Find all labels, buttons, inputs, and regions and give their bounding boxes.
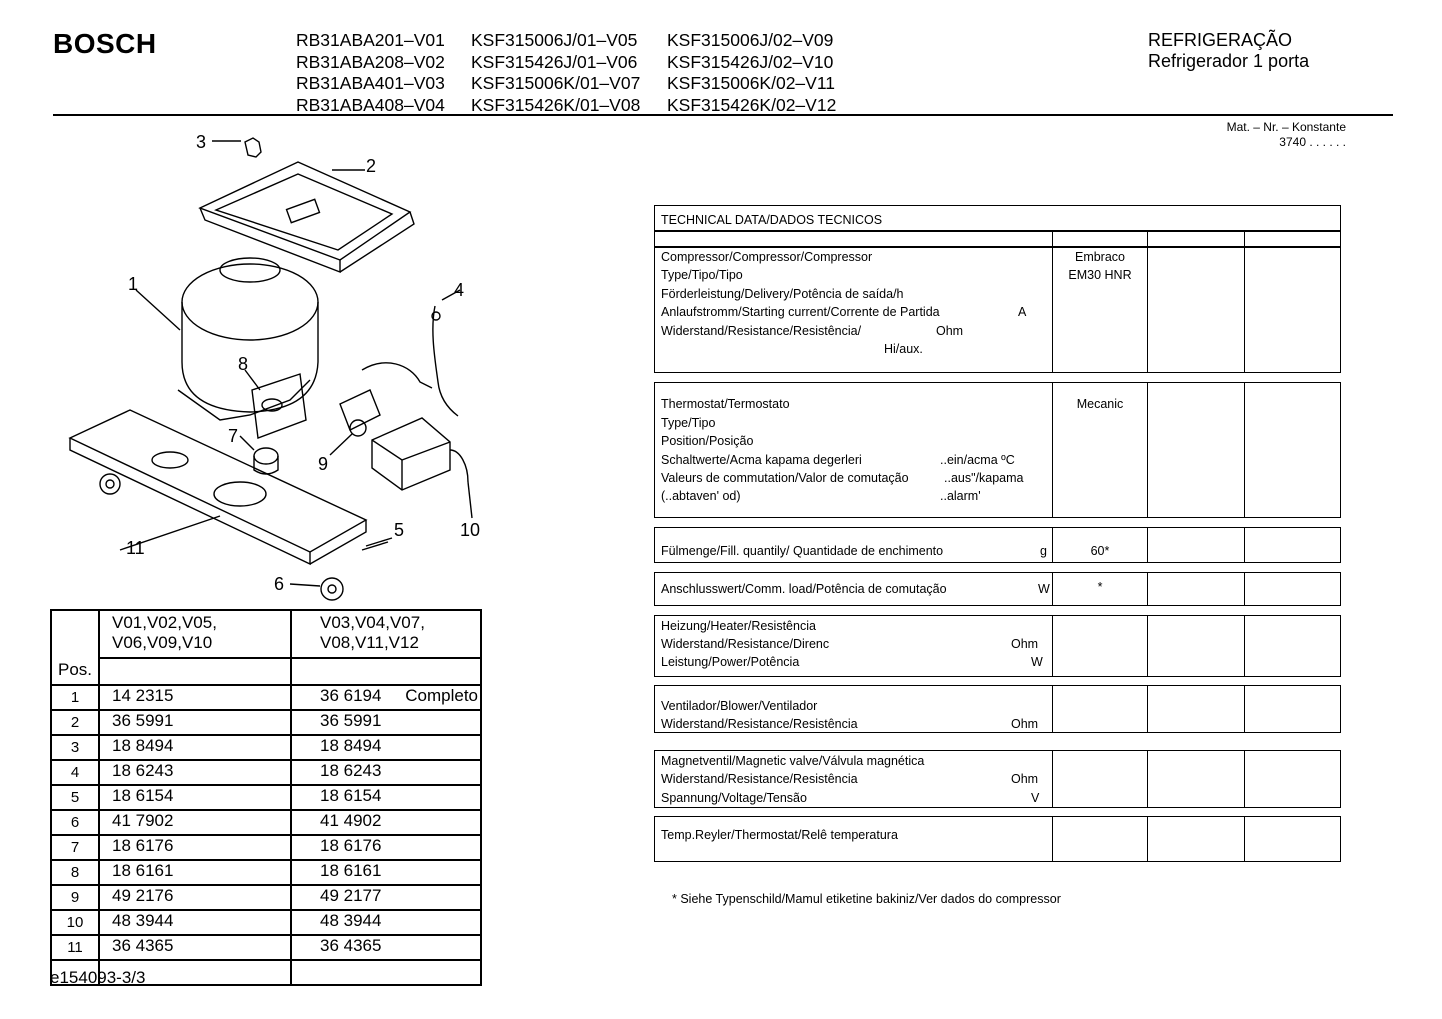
table-row: 10 48 3944 48 3944	[51, 910, 481, 935]
model-row	[296, 95, 836, 117]
tech-valve: Magnetventil/Magnetic valve/Válvula magnética Widerstand/Resistance/Resistência Ohm Spannung/Voltage/Tensão V	[654, 750, 1341, 808]
tech-heater: Heizung/Heater/Resistência Widerstand/Resistance/Direnc Ohm Leistung/Power/Potência W	[654, 615, 1341, 677]
matnr-label: Mat. – Nr. – Konstante	[1226, 120, 1346, 134]
part-7-grommet	[254, 448, 278, 464]
table-header-spacer	[51, 658, 481, 685]
part-11-base	[70, 410, 366, 552]
callout-label: 8	[238, 354, 249, 374]
table-row: 7 18 6176 18 6176	[51, 835, 481, 860]
part-6-foot	[321, 578, 343, 600]
part-3-clip	[245, 138, 261, 157]
tech-blower: Ventilador/Blower/Ventilador Widerstand/Resistance/Resistência Ohm	[654, 685, 1341, 733]
callout-label: 5	[394, 520, 405, 540]
table-row: 5 18 6154 18 6154	[51, 785, 481, 810]
model-code: KSF315426J/01–V06	[471, 51, 638, 72]
part-1-compressor	[182, 264, 318, 340]
callout-label: 9	[318, 454, 329, 474]
category-subtitle: Refrigerador 1 porta	[1148, 51, 1310, 71]
category-title: REFRIGERAÇÃO	[1148, 30, 1293, 50]
callout-label: 1	[128, 274, 139, 294]
callout-label: 6	[274, 574, 285, 594]
table-row: 6 41 7902 41 4902	[51, 810, 481, 835]
model-code: RB31ABA408–V04	[296, 94, 445, 115]
callout-label: 7	[228, 426, 239, 446]
pos-header: Pos.	[51, 610, 99, 685]
model-list	[296, 30, 836, 116]
table-row: 2 36 5991 36 5991	[51, 710, 481, 735]
part-4-cable	[433, 306, 458, 416]
model-row	[296, 52, 836, 74]
callout-label: 4	[454, 280, 465, 300]
tech-title-block	[654, 205, 1341, 247]
material-number	[1227, 120, 1346, 150]
callout-label: 2	[366, 156, 377, 176]
table-row: 4 18 6243 18 6243	[51, 760, 481, 785]
document-id: e154093-3/3	[50, 968, 146, 987]
model-code: RB31ABA201–V01	[296, 30, 445, 50]
model-code: KSF315006J/01–V05	[471, 30, 638, 50]
model-code: KSF315426K/02–V12	[667, 94, 837, 115]
tech-title: TECHNICAL DATA/DADOS TECNICOS	[661, 213, 883, 227]
tech-thermostat: Thermostat/Termostato Type/Tipo Position/Posição Schaltwerte/Acma kapama degerleri ..ein/acma ºC Valeurs de commutation/Valor de comutação ..aus"/kapama (..abtaven' od) ..alarm' Mecanic	[654, 382, 1341, 518]
callout-label: 3	[196, 132, 207, 152]
table-header-row	[51, 610, 481, 658]
table-row: 9 49 2176 49 2177	[51, 885, 481, 910]
callout-label: 11	[126, 538, 145, 558]
model-row	[296, 30, 836, 52]
table-row: 11 36 4365 36 4365	[51, 935, 481, 960]
part-8-bracket	[252, 374, 306, 438]
part-9-relay	[340, 390, 380, 430]
tech-relay: Temp.Reyler/Thermostat/Relê temperatura	[654, 816, 1341, 862]
brand-logo: BOSCH	[53, 28, 157, 59]
model-code: RB31ABA401–V03	[296, 73, 445, 93]
part-10-box	[372, 418, 450, 490]
callout-label: 10	[460, 520, 481, 540]
model-code: KSF315006K/02–V11	[667, 73, 836, 93]
variant-header-b: V03,V04,V07, V08,V11,V12	[291, 610, 481, 658]
header-divider	[53, 114, 1393, 116]
model-row	[296, 73, 836, 95]
matnr-value: 3740 . . . . . .	[1279, 135, 1346, 149]
model-code: KSF315426K/01–V08	[471, 94, 641, 115]
tech-fill: Fülmenge/Fill. quantily/ Quantidade de enchimento g 60*	[654, 527, 1341, 563]
model-code: KSF315426J/02–V10	[667, 51, 834, 72]
category-block	[1148, 30, 1309, 72]
table-row: 1 14 2315 36 6194 Completo	[51, 685, 481, 710]
table-row: 3 18 8494 18 8494	[51, 735, 481, 760]
tech-load: Anschlusswert/Comm. load/Potência de comutação W *	[654, 572, 1341, 606]
model-code: RB31ABA208–V02	[296, 51, 445, 72]
footnote: * Siehe Typenschild/Mamul etiketine bakiniz/Ver dados do compressor	[672, 892, 1061, 906]
variant-header-a: V01,V02,V05, V06,V09,V10	[99, 610, 291, 658]
table-row: 8 18 6161 18 6161	[51, 860, 481, 885]
parts-table	[50, 609, 482, 986]
complete-note: Completo	[405, 686, 478, 705]
exploded-parts-drawing	[40, 120, 500, 605]
model-code: KSF315006K/01–V07	[471, 73, 641, 93]
tech-compressor: Compressor/Compressor/Compressor Type/Tipo/Tipo Förderleistung/Delivery/Potência de saída/h Anlaufstromm/Starting current/Corrente de Partida A Widerstand/Resistance/Resistência/ Ohm Hi/aux. Embraco EM30 HNR	[654, 247, 1341, 373]
model-code: KSF315006J/02–V09	[667, 30, 834, 50]
